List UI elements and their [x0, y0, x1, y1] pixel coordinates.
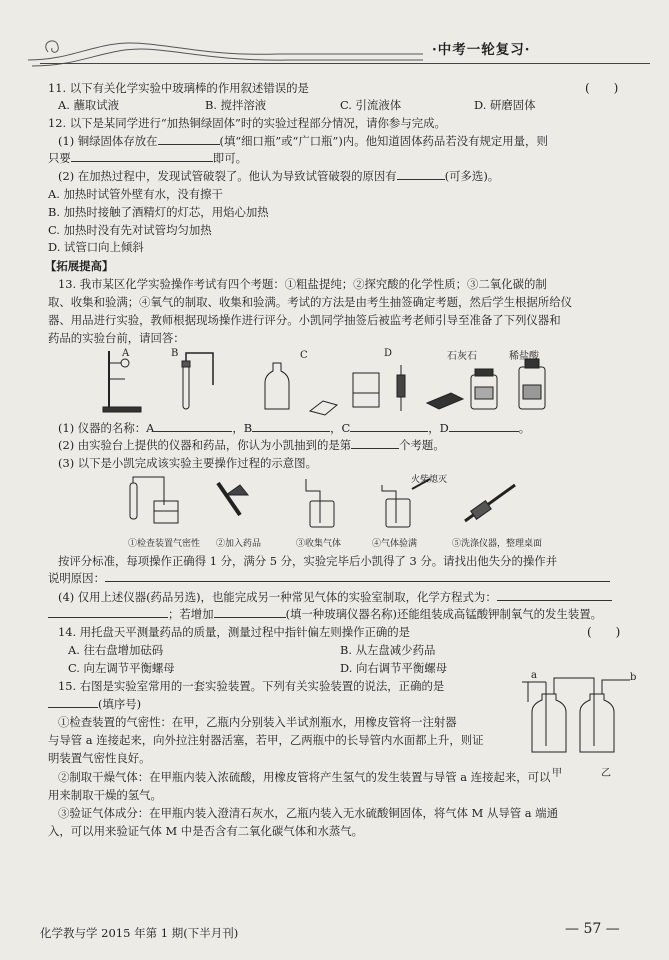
step-3-caption: ③收集气体: [296, 539, 342, 549]
q15-item1-line3: 明装置气密性良好。: [48, 751, 151, 765]
q13-blank-equation-cont[interactable]: [48, 606, 168, 618]
q13-part1-text: (1) 仪器的名称：A: [58, 421, 155, 435]
q11-stem: 11. 以下有关化学实验中玻璃棒的作用叙述错误的是: [48, 81, 309, 95]
q14-answer-paren: ( ): [587, 625, 621, 639]
reagent-hcl-label: 稀盐酸: [509, 351, 539, 362]
q14-option-c: C. 向左调节平衡螺母: [68, 661, 175, 675]
q13-score-text: 说明原因：: [48, 571, 105, 585]
q15-apparatus-figure: [520, 672, 640, 764]
wash-instruments-icon: [465, 485, 515, 521]
q12-option-c: C. 加热时没有先对试管均匀加热: [48, 223, 212, 237]
header-title: ·中考一轮复习·: [432, 42, 531, 58]
q12-part2-text-b: (可多选)。: [444, 169, 500, 183]
section-heading: 【拓展提高】: [45, 259, 114, 273]
q13-part4-cont: [48, 606, 602, 622]
q12-blank-1[interactable]: [158, 133, 220, 145]
q15-fill-line: [48, 696, 141, 712]
label-b: B: [171, 348, 179, 359]
footer-page-number: — 57 —: [565, 921, 620, 937]
bottle-yi-icon: [580, 680, 630, 752]
q11-answer-paren: ( ): [585, 81, 619, 95]
q13-part2: [58, 437, 445, 453]
q12-part1-cont: [48, 150, 247, 166]
q14-option-d: D. 向右调节平衡螺母: [340, 661, 448, 675]
step-1-caption: ①检查装置气密性: [128, 539, 201, 549]
q13-score-line1: 按评分标准，每项操作正确得 1 分，满分 5 分，实验完毕后小凯得了 3 分。请找出他失分的操作并: [58, 554, 558, 568]
q13-part1-d: ，D: [428, 421, 449, 435]
bottle-jia-icon: [522, 678, 594, 752]
q12-part1-text-b: (填“细口瓶”或“广口瓶”)内。他知道固体药品若没有规定用量，则: [219, 134, 548, 148]
q13-part4-text: (4) 仅用上述仪器(药品另选)，也能完成另一种常见气体的实验室制取，化学方程式为：: [58, 590, 497, 604]
q15-item1-line1: ①检查装置的气密性：在甲，乙瓶内分别装入半试剂瓶水，用橡皮管将一注射器: [58, 715, 457, 729]
q15-item3-line2: 入，可以用来验证气体 M 中是否含有二氧化碳气体和水蒸气。: [48, 824, 364, 838]
q13-blank-topic[interactable]: [351, 437, 399, 449]
reagent-limestone-label: 石灰石: [447, 351, 477, 362]
q13-blank-c[interactable]: [350, 420, 428, 432]
q15-blank[interactable]: [48, 696, 98, 708]
q12-part1-text-a: (1) 铜绿固体存放在: [58, 134, 158, 148]
glass-plate-icon: [310, 401, 337, 415]
q13-part4-text-c: (填一种玻璃仪器名称)还能组装成高锰酸钾制氧气的发生装置。: [285, 607, 603, 621]
fig-label-b: b: [630, 672, 637, 683]
q15-fill-text: (填序号): [98, 697, 142, 711]
q13-part1-c: ，C: [330, 421, 351, 435]
beaker-icon: [353, 373, 379, 407]
q15-item2-line2: 用来制取干燥的氢气。: [48, 788, 162, 802]
reagent-jar-limestone-icon: [471, 369, 497, 409]
label-c: C: [300, 350, 308, 361]
q12-stem: 12. 以下是某同学进行“加热铜绿固体”时的实验过程部分情况，请你参与完成。: [48, 116, 446, 130]
header-rule: [40, 63, 650, 64]
label-d: D: [384, 348, 393, 359]
q13-blank-a[interactable]: [154, 420, 232, 432]
q13-steps-figure: [120, 475, 540, 535]
q12-option-d: D. 试管口向上倾斜: [48, 240, 144, 254]
tube-with-stopper-icon: [182, 353, 213, 409]
q12-blank-3[interactable]: [397, 168, 445, 180]
collect-gas-icon: [306, 479, 334, 527]
q11-option-a: A. 蘸取试液: [58, 98, 120, 112]
q14-option-b: B. 从左盘减少药品: [340, 643, 436, 657]
q11-option-b: B. 搅拌溶液: [205, 98, 267, 112]
q13-part3: (3) 以下是小凯完成该实验主要操作过程的示意图。: [58, 456, 317, 470]
q12-part2: [58, 168, 499, 184]
q12-part1-text-d: 即可。: [212, 151, 247, 165]
test-tube-brush-icon: [397, 365, 405, 411]
q13-score-line2: [48, 570, 610, 586]
q13-blank-equation[interactable]: [497, 589, 612, 601]
q12-part1: [58, 133, 548, 149]
q12-option-a: A. 加热时试管外壁有水，没有擦干: [48, 187, 223, 201]
q15-stem: 15. 右图是实验室常用的一套实验装置。下列有关实验装置的说法，正确的是: [58, 679, 445, 693]
q14-option-a: A. 往右盘增加砝码: [68, 643, 164, 657]
fig-label-yi: 乙: [601, 768, 611, 779]
q13-line1: 13. 我市某区化学实验操作考试有四个考题：①粗盐提纯；②探究酸的化学性质；③二氧化碳的制: [58, 277, 547, 291]
q12-blank-2[interactable]: [71, 150, 213, 162]
q12-part1-text-c: 只要: [48, 151, 71, 165]
q12-option-b: B. 加热时接触了酒精灯的灯芯，用焰心加热: [48, 205, 269, 219]
q13-part4-text-b: ；若增加: [168, 607, 214, 621]
q11-option-c: C. 引流液体: [340, 98, 402, 112]
q14-stem: 14. 用托盘天平测量药品的质量，测量过程中指针偏左则操作正确的是: [58, 625, 411, 639]
step-4-caption: ④气体验满: [372, 539, 418, 549]
q13-line2: 取、收集和验满；④氧气的制取、收集和验满。考试的方法是由考生抽签确定考题，然后学生根据所给仪: [48, 295, 572, 309]
q13-part2-text: (2) 由实验台上提供的仪器和药品，你认为小凯抽到的是第: [58, 438, 352, 452]
label-a: A: [122, 348, 130, 359]
q13-part1: [58, 420, 530, 436]
footer-journal: 化学教与学 2015 年第 1 期(下半月刊): [40, 926, 239, 940]
airtightness-check-icon: [130, 477, 178, 523]
q15-item2-line1: ②制取干燥气体：在甲瓶内装入浓硫酸，用橡皮管将产生氢气的发生装置与导管 a 连接起来，可以: [58, 770, 551, 784]
q13-part1-b: ，B: [232, 421, 253, 435]
q13-line4: 药品的实验台前，请回答：: [48, 331, 185, 345]
q15-item3-line1: ③验证气体成分：在甲瓶内装入澄清石灰水，乙瓶内装入无水硫酸铜固体，将气体 M 从导管 a 端通: [58, 806, 558, 820]
fig-label-a: a: [531, 670, 537, 681]
q13-blank-reason[interactable]: [105, 570, 610, 582]
gas-full-check-icon: [382, 479, 430, 527]
limestone-tray-icon: [427, 393, 463, 409]
iron-stand-icon: [103, 351, 141, 412]
step-5-caption: ⑤洗涤仪器，整理桌面: [452, 539, 543, 549]
q11-option-d: D. 研磨固体: [474, 98, 536, 112]
q12-part2-text: (2) 在加热过程中，发现试管破裂了。他认为导致试管破裂的原因有: [58, 169, 397, 183]
q13-part4: [58, 589, 612, 605]
q13-part1-end: 。: [518, 421, 531, 435]
adding-reagent-icon: [218, 483, 248, 515]
gas-collecting-bottle-icon: [265, 363, 289, 409]
q13-blank-d[interactable]: [449, 420, 519, 432]
match-extinguished-label: 火柴熄灭: [411, 475, 448, 485]
q13-apparatus-figure: [95, 345, 565, 417]
q13-line3: 器、用品进行实验，教师根据现场操作进行评分。小凯同学抽签后被监考老师引导至准备了下列仪器和: [48, 313, 561, 327]
q13-blank-b[interactable]: [252, 420, 330, 432]
reagent-bottle-hcl-icon: [519, 359, 545, 409]
fig-label-jia: 甲: [552, 768, 562, 779]
header-ornament: [18, 30, 658, 70]
q13-part2-text-b: 个考题。: [399, 438, 445, 452]
q15-item1-line2: 与导管 a 连接起来，向外拉注射器活塞，若甲，乙两瓶中的长导管内水面都上升，则证: [48, 733, 484, 747]
q13-blank-glassware[interactable]: [214, 606, 286, 618]
step-2-caption: ②加入药品: [216, 539, 262, 549]
